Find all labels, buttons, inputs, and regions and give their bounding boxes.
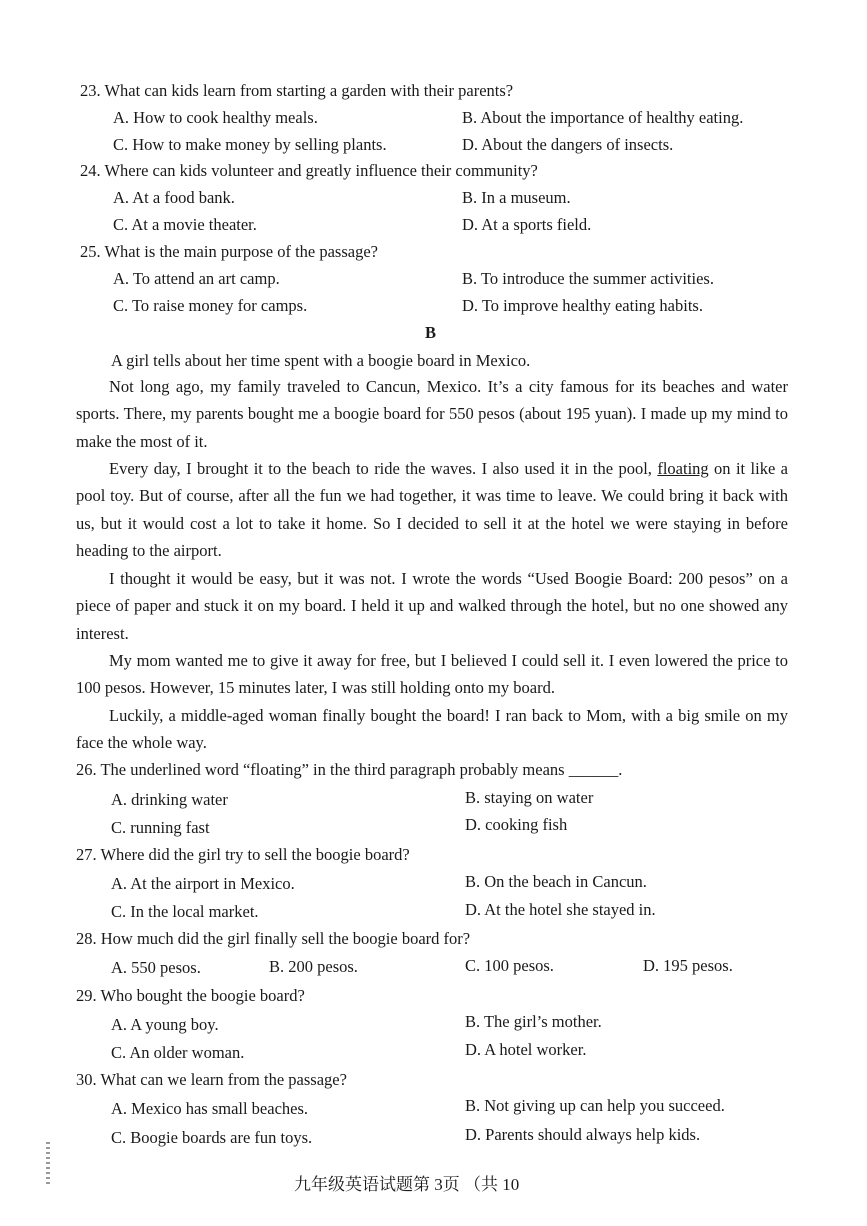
option-23b[interactable]: B. About the importance of healthy eating. (462, 108, 744, 127)
passage-paragraph-3: I thought it would be easy, but it was not. I wrote the words “Used Boogie Board: 200 pesos” on a piece of paper and stuck it on my board. I held it up and walked through the hotel, but no one showed any interest. (76, 569, 788, 643)
option-30c[interactable]: C. Boogie boards are fun toys. (111, 1128, 313, 1147)
option-29c[interactable]: C. An older woman. (111, 1043, 245, 1062)
option-29a[interactable]: A. A young boy. (111, 1015, 219, 1034)
question-27: 27. Where did the girl try to sell the boogie board? (76, 845, 410, 864)
option-28d[interactable]: D. 195 pesos. (643, 956, 733, 975)
section-heading: B (425, 323, 437, 342)
option-30d[interactable]: D. Parents should always help kids. (465, 1125, 701, 1144)
question-26: 26. The underlined word “floating” in the third paragraph probably means ______. (76, 760, 623, 779)
option-26a[interactable]: A. drinking water (111, 790, 228, 809)
page-footer: 九年级英语试题第 3页 （共 10 (294, 1175, 520, 1194)
option-30b[interactable]: B. Not giving up can help you succeed. (465, 1096, 725, 1115)
option-24d[interactable]: D. At a sports field. (462, 215, 592, 234)
option-28a[interactable]: A. 550 pesos. (111, 958, 201, 977)
option-28b[interactable]: B. 200 pesos. (269, 957, 358, 976)
option-30a[interactable]: A. Mexico has small beaches. (111, 1099, 309, 1118)
passage-paragraph-1: Not long ago, my family traveled to Cancun, Mexico. It’s a city famous for its beaches and water sports. There, my parents bought me a boogie board for 550 pesos (about 195 yuan). I made up my mind to make the most of it. (76, 377, 788, 451)
passage-paragraph-2: Every day, I brought it to the beach to ride the waves. I also used it in the pool, floating on it like a pool toy. But of course, after all the fun we had together, it was time to leave. We could bring it back with us, but it would cost a lot to take it home. So I decided to sell it at the hotel we were staying in before heading to the airport. (76, 459, 789, 560)
option-25c[interactable]: C. To raise money for camps. (113, 296, 308, 315)
question-24: 24. Where can kids volunteer and greatly influence their community? (80, 161, 538, 180)
option-26d[interactable]: D. cooking fish (465, 815, 568, 834)
option-27c[interactable]: C. In the local market. (111, 902, 259, 921)
option-23a[interactable]: A. How to cook healthy meals. (113, 108, 318, 127)
question-28: 28. How much did the girl finally sell the boogie board for? (76, 929, 471, 948)
scan-binding-mark (46, 1142, 50, 1186)
underlined-word: floating (657, 459, 709, 478)
option-25d[interactable]: D. To improve healthy eating habits. (462, 296, 703, 315)
question-25: 25. What is the main purpose of the passage? (80, 242, 378, 261)
option-29d[interactable]: D. A hotel worker. (465, 1040, 587, 1059)
option-29b[interactable]: B. The girl’s mother. (465, 1012, 602, 1031)
question-29: 29. Who bought the boogie board? (76, 986, 305, 1005)
option-25b[interactable]: B. To introduce the summer activities. (462, 269, 714, 288)
option-24a[interactable]: A. At a food bank. (113, 188, 235, 207)
passage-paragraph-4: My mom wanted me to give it away for free, but I believed I could sell it. I even lowered the price to 100 pesos. However, 15 minutes later, I was still holding onto my board. (76, 651, 788, 698)
option-27d[interactable]: D. At the hotel she stayed in. (465, 900, 656, 919)
question-30: 30. What can we learn from the passage? (76, 1070, 347, 1089)
option-24b[interactable]: B. In a museum. (462, 188, 571, 207)
passage-paragraph-5: Luckily, a middle-aged woman finally bought the board! I ran back to Mom, with a big smile on my face the whole way. (76, 706, 788, 753)
question-23: 23. What can kids learn from starting a garden with their parents? (80, 81, 514, 100)
option-26c[interactable]: C. running fast (111, 818, 210, 837)
option-23d[interactable]: D. About the dangers of insects. (462, 135, 674, 154)
option-26b[interactable]: B. staying on water (465, 788, 594, 807)
option-25a[interactable]: A. To attend an art camp. (113, 269, 280, 288)
option-23c[interactable]: C. How to make money by selling plants. (113, 135, 387, 154)
passage-intro: A girl tells about her time spent with a boogie board in Mexico. (111, 351, 531, 370)
option-27a[interactable]: A. At the airport in Mexico. (111, 874, 295, 893)
option-24c[interactable]: C. At a movie theater. (113, 215, 257, 234)
option-28c[interactable]: C. 100 pesos. (465, 956, 554, 975)
option-27b[interactable]: B. On the beach in Cancun. (465, 872, 647, 891)
